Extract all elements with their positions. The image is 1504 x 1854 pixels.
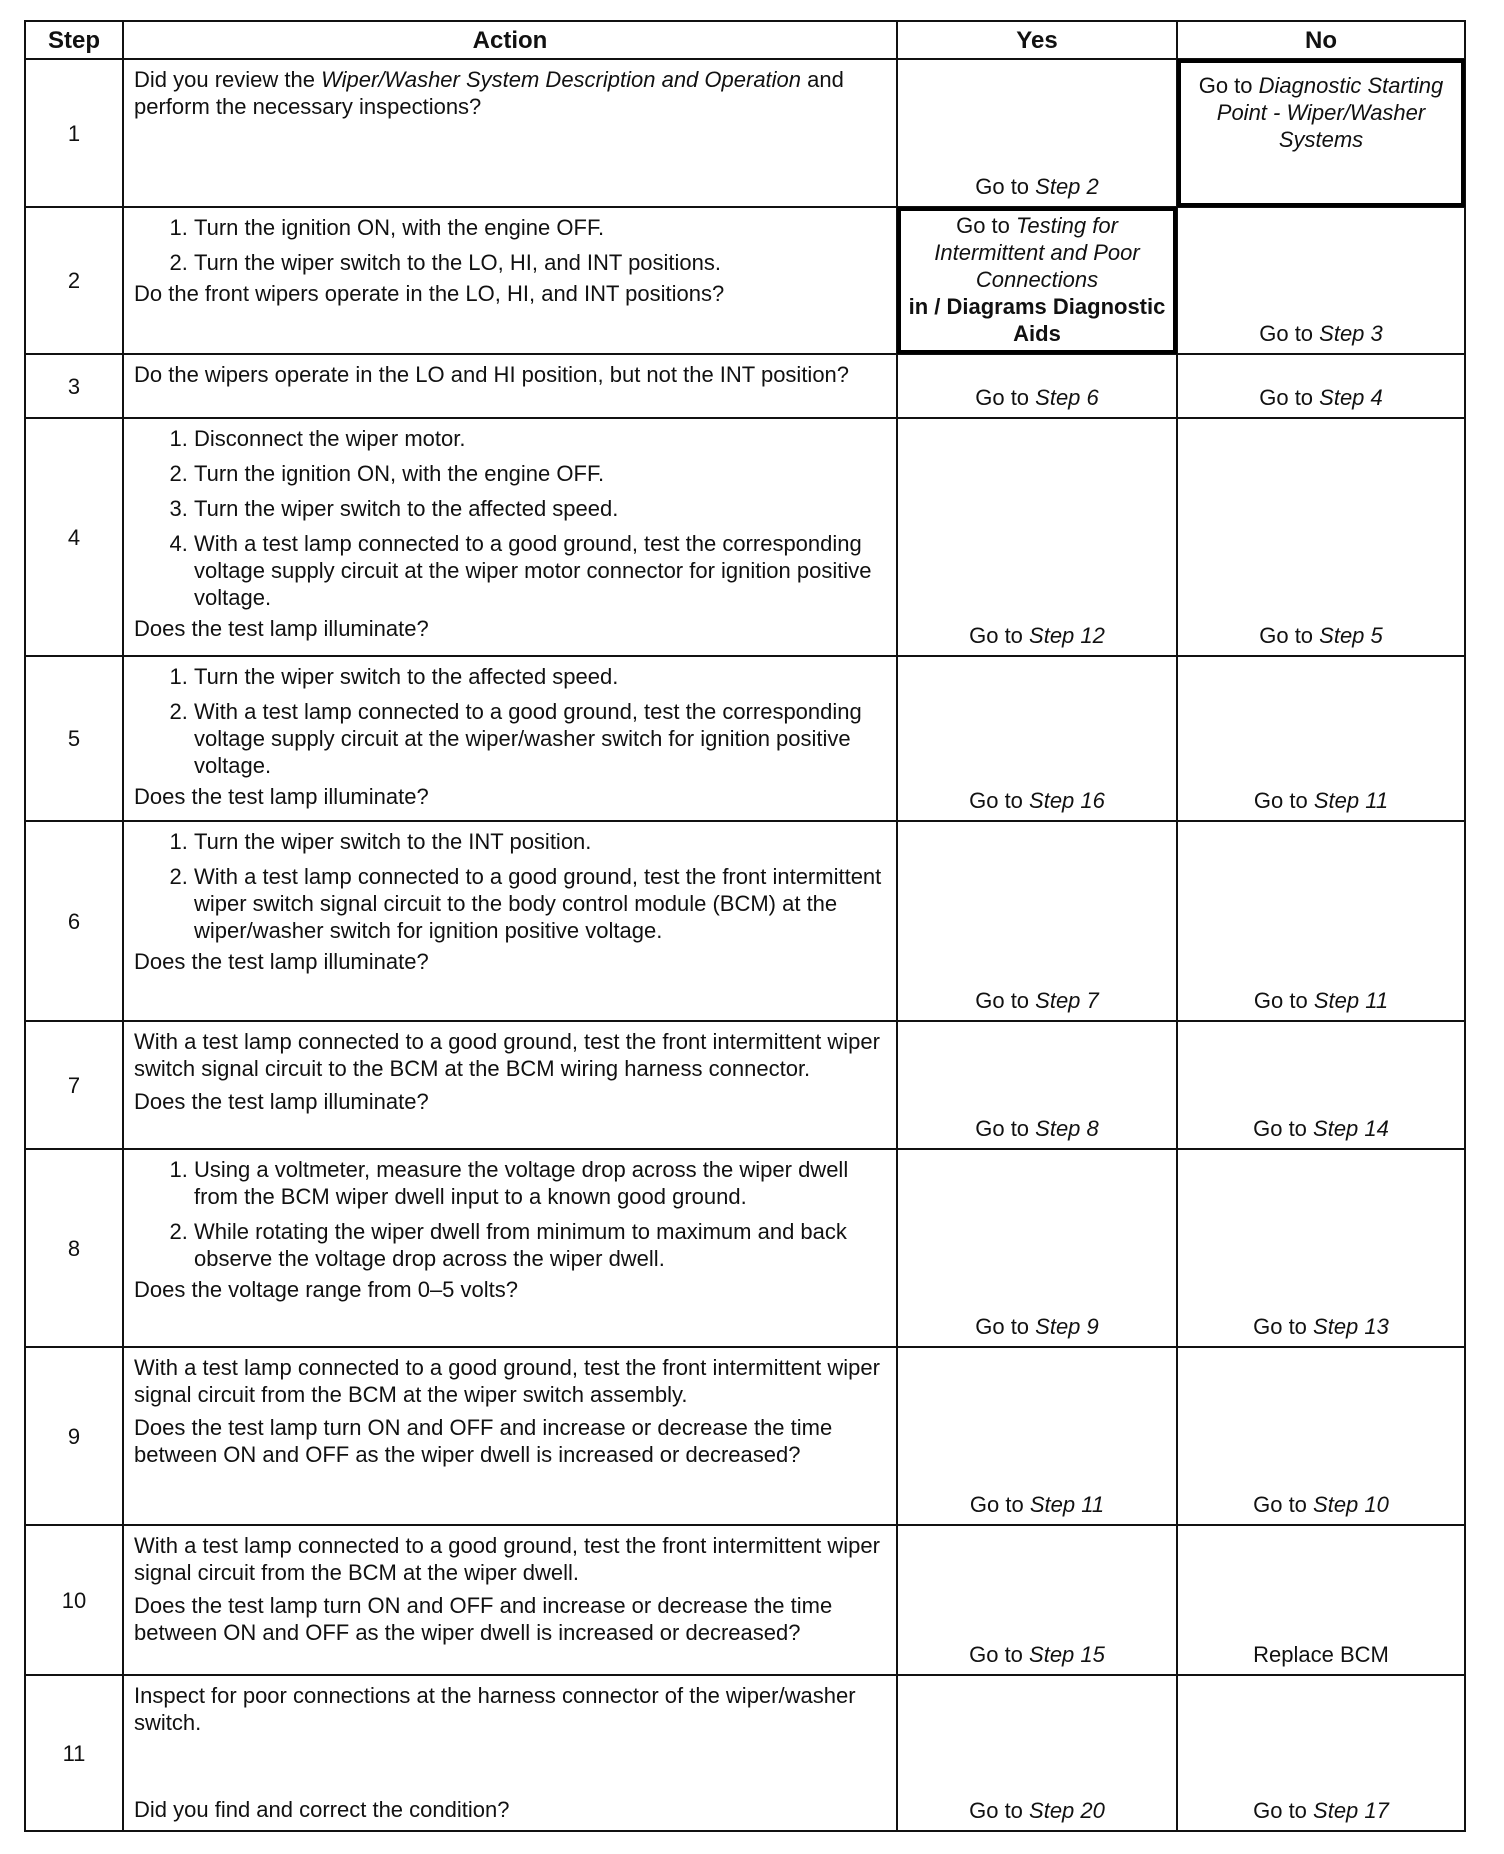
yes-prefix: Go to bbox=[975, 988, 1036, 1013]
action-question: Does the test lamp illuminate? bbox=[134, 784, 429, 809]
no-cell bbox=[1177, 821, 1465, 1021]
action-list bbox=[134, 828, 888, 944]
step-number: 3 bbox=[25, 354, 123, 418]
action-reference: Wiper/Washer System Description and Operation bbox=[321, 67, 802, 92]
action-list-item: 2. Turn the wiper switch to the LO, HI, and INT positions. bbox=[194, 249, 888, 276]
no-prefix: Go to bbox=[1253, 988, 1314, 1013]
action-list-item: 1. Turn the wiper switch to the INT position. bbox=[194, 828, 888, 855]
step-number: 5 bbox=[25, 656, 123, 821]
yes-cell bbox=[897, 821, 1177, 1021]
action-list bbox=[134, 425, 888, 611]
no-target-link[interactable]: Step 14 bbox=[1313, 1116, 1389, 1141]
action-cell bbox=[123, 1347, 897, 1525]
step-number: 10 bbox=[25, 1525, 123, 1675]
no-target-link[interactable]: Step 13 bbox=[1313, 1314, 1389, 1339]
table-row bbox=[25, 1021, 1465, 1149]
no-target-link[interactable]: Step 17 bbox=[1313, 1798, 1389, 1823]
header-step: Step bbox=[25, 21, 123, 59]
no-cell bbox=[1177, 1149, 1465, 1347]
no-prefix: Go to bbox=[1253, 1798, 1314, 1823]
no-target-link[interactable]: Step 11 bbox=[1313, 988, 1389, 1013]
action-cell bbox=[123, 207, 897, 354]
step-number: 9 bbox=[25, 1347, 123, 1525]
table-row bbox=[25, 354, 1465, 418]
action-paragraph: With a test lamp connected to a good ground, test the front intermittent wiper switch signal circuit to the BCM at the BCM wiring harness connector. bbox=[134, 1029, 880, 1081]
action-list-item: 1. Turn the wiper switch to the affected speed. bbox=[194, 663, 888, 690]
yes-cell bbox=[897, 418, 1177, 656]
no-target-link[interactable]: Step 3 bbox=[1319, 321, 1383, 346]
yes-target-link[interactable]: Step 15 bbox=[1029, 1642, 1105, 1667]
no-cell bbox=[1177, 1525, 1465, 1675]
yes-target-link[interactable]: Step 11 bbox=[1029, 1492, 1105, 1517]
no-action-text: Replace BCM bbox=[1253, 1642, 1389, 1667]
action-list-item: 2. With a test lamp connected to a good ground, test the corresponding voltage supply circuit at the wiper/washer switch for ignition positive voltage. bbox=[194, 698, 888, 779]
action-cell bbox=[123, 1149, 897, 1347]
no-target-link[interactable]: Diagnostic Starting Point - Wiper/Washer Systems bbox=[1216, 73, 1444, 152]
step-number: 1 bbox=[25, 59, 123, 207]
action-question: Do the wipers operate in the LO and HI position, but not the INT position? bbox=[134, 362, 850, 387]
step-number: 7 bbox=[25, 1021, 123, 1149]
yes-prefix: Go to bbox=[975, 1314, 1036, 1339]
action-cell bbox=[123, 1021, 897, 1149]
table-row bbox=[25, 59, 1465, 207]
yes-cell bbox=[897, 656, 1177, 821]
table-row bbox=[25, 1675, 1465, 1831]
action-paragraph: With a test lamp connected to a good ground, test the front intermittent wiper signal circuit from the BCM at the wiper dwell. bbox=[134, 1533, 880, 1585]
yes-target-link[interactable]: Step 9 bbox=[1035, 1314, 1099, 1339]
action-spacer bbox=[134, 1736, 888, 1796]
yes-prefix: Go to bbox=[969, 623, 1030, 648]
yes-target-link[interactable]: Step 20 bbox=[1029, 1798, 1105, 1823]
action-list-item: 1. Using a voltmeter, measure the voltage drop across the wiper dwell from the BCM wiper dwell input to a known good ground. bbox=[194, 1156, 888, 1210]
table-row bbox=[25, 1347, 1465, 1525]
no-cell bbox=[1177, 207, 1465, 354]
action-list-item: 1. Disconnect the wiper motor. bbox=[194, 425, 888, 452]
action-cell bbox=[123, 1525, 897, 1675]
action-list-item: 3. Turn the wiper switch to the affected speed. bbox=[194, 495, 888, 522]
action-list bbox=[134, 1156, 888, 1272]
action-list-item: 2. With a test lamp connected to a good ground, test the front intermittent wiper switch signal circuit to the body control module (BCM) at the wiper/washer switch for ignition positive voltage. bbox=[194, 863, 888, 944]
yes-prefix: Go to bbox=[969, 788, 1030, 813]
yes-target-link[interactable]: Step 7 bbox=[1035, 988, 1099, 1013]
header-no: No bbox=[1177, 21, 1465, 59]
table-row bbox=[25, 656, 1465, 821]
step-number: 8 bbox=[25, 1149, 123, 1347]
no-target-link[interactable]: Step 5 bbox=[1319, 623, 1383, 648]
no-prefix: Go to bbox=[1198, 73, 1259, 98]
no-cell bbox=[1177, 1347, 1465, 1525]
action-question: Does the test lamp illuminate? bbox=[134, 616, 429, 641]
action-cell bbox=[123, 1675, 897, 1831]
no-cell bbox=[1177, 1675, 1465, 1831]
action-question: Does the test lamp illuminate? bbox=[134, 1089, 429, 1114]
table-row bbox=[25, 1525, 1465, 1675]
action-list-item: 2. While rotating the wiper dwell from minimum to maximum and back observe the voltage drop across the wiper dwell. bbox=[194, 1218, 888, 1272]
step-number: 4 bbox=[25, 418, 123, 656]
action-list bbox=[134, 663, 888, 779]
no-target-link[interactable]: Step 10 bbox=[1313, 1492, 1389, 1517]
action-cell bbox=[123, 821, 897, 1021]
yes-prefix: Go to bbox=[975, 1116, 1036, 1141]
action-text-pre: Did you review the bbox=[134, 67, 322, 92]
no-prefix: Go to bbox=[1253, 788, 1314, 813]
yes-prefix: Go to bbox=[969, 1798, 1030, 1823]
no-target-link[interactable]: Step 4 bbox=[1319, 385, 1383, 410]
action-list-item: 2. Turn the ignition ON, with the engine OFF. bbox=[194, 460, 888, 487]
yes-cell bbox=[897, 207, 1177, 354]
action-list-item: 4. With a test lamp connected to a good ground, test the corresponding voltage supply circuit at the wiper motor connector for ignition positive voltage. bbox=[194, 530, 888, 611]
action-question: Did you find and correct the condition? bbox=[134, 1797, 510, 1822]
yes-cell bbox=[897, 1347, 1177, 1525]
yes-target-note: in / Diagrams Diagnostic Aids bbox=[908, 294, 1166, 346]
yes-prefix: Go to bbox=[969, 1492, 1030, 1517]
yes-target-link[interactable]: Step 16 bbox=[1029, 788, 1105, 813]
no-prefix: Go to bbox=[1259, 623, 1320, 648]
action-question: Does the test lamp turn ON and OFF and increase or decrease the time between ON and OFF as the wiper dwell is increased or decreased? bbox=[134, 1593, 833, 1645]
yes-cell bbox=[897, 59, 1177, 207]
step-number: 11 bbox=[25, 1675, 123, 1831]
step-number: 6 bbox=[25, 821, 123, 1021]
yes-target-link[interactable]: Step 2 bbox=[1035, 174, 1099, 199]
header-action: Action bbox=[123, 21, 897, 59]
no-cell bbox=[1177, 59, 1465, 207]
yes-prefix: Go to bbox=[975, 174, 1036, 199]
action-paragraph: With a test lamp connected to a good ground, test the front intermittent wiper signal circuit from the BCM at the wiper switch assembly. bbox=[134, 1355, 880, 1407]
no-prefix: Go to bbox=[1253, 1314, 1314, 1339]
no-cell bbox=[1177, 418, 1465, 656]
table-row bbox=[25, 821, 1465, 1021]
yes-prefix: Go to bbox=[969, 1642, 1030, 1667]
yes-target-link[interactable]: Step 6 bbox=[1035, 385, 1099, 410]
action-list-item: 1. Turn the ignition ON, with the engine OFF. bbox=[194, 214, 888, 241]
no-target-link[interactable]: Step 11 bbox=[1313, 788, 1389, 813]
yes-target-link[interactable]: Step 12 bbox=[1029, 623, 1105, 648]
action-question: Does the voltage range from 0–5 volts? bbox=[134, 1277, 519, 1302]
no-cell bbox=[1177, 354, 1465, 418]
yes-target-link[interactable]: Step 8 bbox=[1035, 1116, 1099, 1141]
yes-cell bbox=[897, 1149, 1177, 1347]
action-cell bbox=[123, 354, 897, 418]
action-question: Does the test lamp illuminate? bbox=[134, 949, 429, 974]
diagnostic-table bbox=[24, 20, 1466, 1832]
table-row bbox=[25, 1149, 1465, 1347]
no-prefix: Go to bbox=[1253, 1492, 1314, 1517]
no-prefix: Go to bbox=[1253, 1116, 1314, 1141]
action-cell bbox=[123, 418, 897, 656]
yes-prefix: Go to bbox=[975, 385, 1036, 410]
action-question: Do the front wipers operate in the LO, HI, and INT positions? bbox=[134, 281, 725, 306]
action-paragraph: Inspect for poor connections at the harness connector of the wiper/washer switch. bbox=[134, 1683, 856, 1735]
no-cell bbox=[1177, 1021, 1465, 1149]
header-row bbox=[25, 21, 1465, 59]
table-row bbox=[25, 418, 1465, 656]
action-text bbox=[134, 66, 888, 120]
yes-cell bbox=[897, 1525, 1177, 1675]
action-list bbox=[134, 214, 888, 276]
yes-cell bbox=[897, 354, 1177, 418]
header-yes: Yes bbox=[897, 21, 1177, 59]
step-number: 2 bbox=[25, 207, 123, 354]
action-text-post: and perform the necessary inspections? bbox=[134, 67, 844, 119]
yes-cell bbox=[897, 1675, 1177, 1831]
yes-cell bbox=[897, 1021, 1177, 1149]
yes-prefix: Go to bbox=[956, 213, 1016, 238]
no-cell bbox=[1177, 656, 1465, 821]
action-question: Does the test lamp turn ON and OFF and increase or decrease the time between ON and OFF as the wiper dwell is increased or decreased? bbox=[134, 1415, 833, 1467]
no-prefix: Go to bbox=[1259, 385, 1320, 410]
no-prefix: Go to bbox=[1259, 321, 1320, 346]
table-row bbox=[25, 207, 1465, 354]
action-cell bbox=[123, 656, 897, 821]
action-cell bbox=[123, 59, 897, 207]
yes-target-link[interactable]: Testing for Intermittent and Poor Connections bbox=[934, 213, 1140, 292]
